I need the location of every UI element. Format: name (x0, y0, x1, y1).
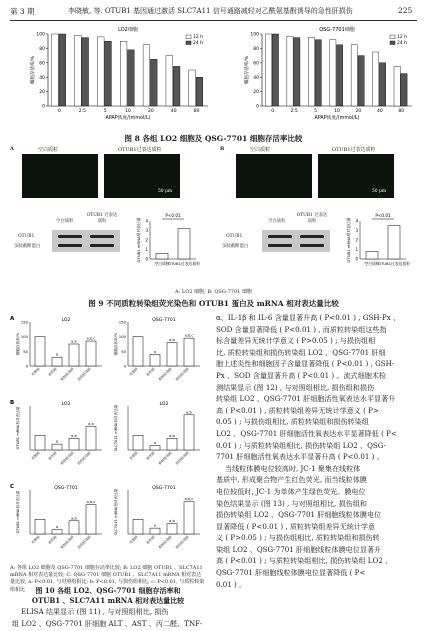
x-tick-label: 20 (147, 109, 154, 114)
bar (388, 226, 400, 259)
legend-swatch (186, 35, 191, 39)
significance-mark: a (55, 439, 59, 444)
x-tick-label: 80 (398, 109, 405, 114)
right-text-line: LO2 、QSG-7701 肝细胞活性氧表达水平显著降低 ( P< (216, 428, 397, 438)
bar (167, 438, 177, 450)
right-text-line: α、IL-1β 和 IL-6 含量显著升高 ( P<0.01 ) , GSH-Px 、 (216, 313, 401, 322)
right-text-line: QSG-7701 肝细胞线粒体膜电位显著降低 ( P< (216, 568, 366, 578)
blot-b-empty-label: 空白质粒 (268, 219, 286, 224)
blot-b-result: 多肽截断蛋白 (222, 244, 249, 249)
y-axis-label: 细胞存活率/% (114, 332, 118, 356)
x-tick-label: 质粒转染组 (157, 366, 173, 382)
significance-mark: a,b (169, 519, 175, 524)
y-tick-label: 4 (145, 218, 148, 224)
bar (52, 357, 62, 366)
x-tick-label: 损伤组 (47, 366, 58, 377)
bar (86, 505, 96, 534)
figure-9-bar-charts (0, 205, 427, 290)
right-text-line: 测结果显示 (图 12) , 与对照组相比, 损伤组和损伤 (216, 382, 375, 392)
bar (133, 337, 143, 366)
bar (86, 427, 96, 450)
significance-mark: a,b (186, 410, 192, 415)
figure-9-sublabel: A: LO2 细胞; B: QSG-7701 细胞 (175, 289, 252, 295)
micrograph-b-empty (236, 154, 312, 198)
x-tick-label: 2.5 (290, 109, 298, 114)
bar (184, 502, 194, 534)
x-tick-label: 损伤转染组 (76, 534, 92, 550)
legend-label: 24 h (397, 41, 408, 47)
y-tick-label: 60 (253, 61, 259, 67)
figure-10-charts (0, 312, 210, 564)
x-axis-label: APAP浓度/(mmol/L) (314, 116, 360, 121)
right-text-line: 胞上述炎性和细胞因子含量显著降低 ( P<0.01 ) , GSH- (216, 359, 395, 369)
panel-title: QSG-7701细胞 (319, 27, 355, 33)
x-tick-label: 空白质粒 (154, 261, 170, 266)
bar (394, 66, 400, 106)
significance-mark: a,b (71, 433, 77, 438)
y-tick-label: 60 (39, 61, 45, 67)
x-tick-label: 5 (103, 109, 107, 114)
blot-b-protein: OTUB1 (226, 234, 243, 239)
bar (128, 50, 135, 106)
x-tick-label: OTUB1过表达质粒 (377, 261, 411, 266)
b-over-label: OTUB1过表达质粒 (332, 147, 376, 153)
legend-label: 24 h (193, 41, 204, 47)
x-tick-label: 5 (314, 109, 318, 114)
x-tick-label: 对照组 (128, 366, 139, 377)
y-tick-label: 0 (145, 256, 148, 262)
significance-mark: a,b (169, 433, 175, 438)
x-tick-label: 40 (376, 109, 383, 114)
bar (105, 41, 112, 106)
b-empty-label: 空白质粒 (250, 147, 271, 153)
blot-a-empty-label: 空白质粒 (56, 219, 74, 224)
figure-9-caption: 图 9 不同质粒转染组荧光染色和 OTUB1 蛋白及 mRNA 相对表达量比较 (88, 299, 339, 308)
x-tick-label: 质粒转染组 (59, 450, 75, 466)
bar (150, 446, 160, 450)
header-rule (10, 20, 417, 21)
right-text-line: 义 ( P>0.05 ) ; 与损伤组相比, 质粒转染组和损伤转 (216, 533, 380, 543)
y-axis-label: 细胞存活率/% (245, 55, 250, 85)
bar (173, 66, 180, 106)
panel-b-label: B (220, 146, 225, 152)
bar (120, 41, 127, 106)
chart-title: LO2 (61, 318, 71, 323)
issue-number: 第 3 期 (10, 7, 35, 16)
right-text-line: 比, 质粒转染组和损伤转染组 LO2 、QSG-7701 肝细 (216, 347, 386, 357)
right-text-line: 染色结果显示 (图 13) , 与对照组相比, 损伤组和 (216, 498, 367, 508)
bar (167, 524, 177, 534)
bar (196, 77, 203, 106)
x-tick-label: 空白质粒 (364, 261, 380, 266)
bar (373, 52, 379, 106)
x-tick-label: 损伤转染组 (76, 450, 92, 466)
significance-mark: a,b,c (86, 336, 96, 341)
right-text-line: 标含量差异无统计学意义 ( P>0.05 ) ; 与损伤组相 (216, 336, 376, 346)
significance-mark: a,b (71, 516, 77, 521)
bar (35, 519, 45, 534)
right-text-line: 0.01 ) ; 与质粒转染组相比, 损伤转染组 LO2 、QSG- (216, 440, 386, 450)
x-tick-label: 对照组 (128, 450, 139, 461)
figure-10-note: A: 各组 LO2 细胞及 QSG-7701 细胞存活率比较; B: LO2 细胞 OTUB1 、SLC7A11 mRNA 相对表达量比较; C: QSG-7701 细胞 OTUB1 、SLC7A11 mRNA 相对表达量比较; a: P<0.01, 与对照组相比; b: P<0.01, 与损伤组相比; c: P<0.01, 与质粒转染组相比 (10, 565, 205, 593)
x-tick-label: 损伤组 (47, 534, 58, 545)
y-axis-label: SLC7A11 mRNA相对表达量 (114, 404, 118, 452)
y-axis-label: OTUB1 mRNA相对表达量 (136, 217, 141, 263)
significance-mark: a (153, 523, 157, 528)
y-tick-label: 100 (20, 334, 28, 340)
chart-title: QSG-7701 (152, 486, 176, 491)
blot-b-over-label: OTUB1 过表达质粒 (296, 213, 328, 224)
right-text-line: 7701 肝细胞活性氧表达水平显著升高 ( P<0.01 ) 。 (216, 452, 384, 462)
chart-title: QSG-7701 (54, 486, 78, 491)
left-text-line: ELISA 结果显示 (图 11) , 与对照组相比, 损伤 (12, 607, 169, 616)
y-axis-label: SLC7A11 mRNA相对表达量 (114, 488, 118, 536)
bar (97, 37, 104, 106)
bar (156, 253, 168, 259)
bar (379, 63, 385, 106)
bar (337, 45, 343, 106)
bar (287, 36, 293, 106)
bar (315, 40, 321, 106)
legend-label: 12 h (193, 35, 204, 41)
bar (69, 438, 79, 450)
significance-mark: a,b,c (86, 500, 96, 505)
x-tick-label: 损伤转染组 (76, 366, 92, 382)
y-tick-label: 1 (355, 247, 358, 252)
row-label: B (10, 400, 15, 406)
panel-a-label: A (10, 146, 14, 152)
x-tick-label: 80 (193, 109, 200, 114)
right-text-line: 高 ( P<0.01 ) , 质粒转染组差异无统计学意义 ( P> (216, 405, 379, 415)
bar (75, 35, 82, 106)
right-text-line: 0.01 ) 。 (216, 579, 247, 589)
y-axis-label: OTUB1 mRNA相对表达量 (16, 406, 20, 450)
bar (184, 415, 194, 450)
bar (294, 38, 300, 106)
y-tick-label: 100 (36, 32, 45, 38)
bar (366, 251, 378, 259)
x-tick-label: 对照组 (30, 534, 41, 545)
significance-mark: a,b,c (184, 497, 194, 502)
bar (167, 343, 177, 366)
y-tick-label: 40 (253, 75, 259, 81)
significance-mark: a (55, 525, 59, 530)
significance-mark: a,b (169, 338, 175, 343)
x-tick-label: 10 (334, 109, 340, 114)
bar (308, 38, 314, 106)
p-value-label: P<0.01 (165, 213, 181, 218)
chart-title: QSG-7701 (152, 318, 176, 323)
blot-a-protein: OTUB1 (18, 234, 35, 239)
legend-label: 12 h (397, 35, 408, 41)
running-title: 李晓敏, 等. OTUB1 基因通过激活 SLC7A11 信号通路减轻对乙酰氨基酚诱导的急性肝损伤 (68, 7, 353, 15)
y-axis-label: OTUB1 mRNA相对表达量 (16, 490, 20, 534)
chart-title: LO2 (159, 402, 169, 407)
x-tick-label: 质粒转染组 (59, 534, 75, 550)
micrograph-a-empty (22, 154, 98, 198)
figure-10-caption-line1: 图 10 各组 LO2、QSG-7701 细胞存活率和 (35, 586, 181, 595)
y-tick-label: 150 (118, 319, 126, 325)
y-tick-label: 100 (118, 334, 126, 340)
bar (86, 341, 96, 366)
right-text-line: 转染组 LO2 、QSG-7701 肝细胞活性氧表达水平显著升 (216, 394, 396, 404)
chart-title: LO2 (61, 402, 71, 407)
x-tick-label: 2.5 (78, 109, 86, 114)
bar (150, 528, 160, 534)
body-text-left (12, 606, 208, 629)
row-label: A (10, 316, 15, 322)
significance-mark: a (153, 441, 157, 446)
right-text-line: 高 ( P<0.01 ) ; 与质粒转染组相比, 损伤转染组 LO2 、 (216, 556, 393, 566)
right-text-line: 0.05 ) ; 与损伤组相比, 质粒转染组和损伤转染组 (216, 417, 369, 427)
significance-mark: a (55, 352, 59, 357)
x-axis-label: APAP浓度/(mmol/L) (105, 116, 151, 121)
right-text-line: 电位较低时, JC-1 为单体产生绿色荧光。膜电位 (216, 486, 366, 496)
y-tick-label: 2 (145, 237, 148, 243)
y-tick-label: 2 (355, 237, 358, 243)
y-axis-label: 细胞存活率/% (16, 332, 20, 356)
blot-a-over-label: OTUB1 过表达质粒 (86, 213, 118, 224)
body-text-right (216, 312, 418, 590)
x-tick-label: 损伤转染组 (174, 534, 190, 550)
y-tick-label: 80 (253, 47, 259, 52)
x-tick-label: 0 (271, 109, 275, 114)
bar (52, 34, 59, 106)
y-tick-label: 20 (253, 90, 259, 96)
scale-bar-b: 50 μm (372, 189, 386, 194)
bar (184, 338, 194, 366)
figure-10-caption-line2: OTUB1 、SLC7A11 mRNA 相对表达量比较 (31, 596, 185, 605)
x-tick-label: OTUB1过表达质粒 (167, 261, 201, 266)
right-text-line: SOD 含量显著降低 ( P<0.01 ) , 而质粒转染组这些指 (216, 324, 387, 334)
bar (358, 56, 364, 106)
x-tick-label: 40 (170, 109, 177, 114)
bar (178, 229, 190, 259)
bar (166, 56, 173, 106)
x-tick-label: 损伤组 (145, 366, 156, 377)
bar (330, 40, 336, 106)
bar (189, 70, 196, 106)
y-tick-label: 100 (250, 32, 259, 38)
figure-8-caption: 图 8 各组 LO2 细胞及 QSG-7701 细胞存活率比较 (124, 134, 303, 143)
scale-bar-a: 50 μm (158, 189, 172, 194)
x-tick-label: 损伤组 (145, 534, 156, 545)
y-tick-label: 40 (39, 75, 45, 81)
right-text-line: 损伤转染组 LO2 、QSG-7701 肝细胞线粒体膜电位 (216, 510, 382, 520)
bar (133, 519, 143, 534)
bar (150, 354, 160, 366)
y-axis-label: 细胞存活率/% (31, 55, 36, 85)
bar (52, 444, 62, 450)
x-tick-label: 对照组 (30, 450, 41, 461)
page-number: 225 (398, 6, 413, 15)
bar (69, 344, 79, 366)
legend-swatch (390, 41, 395, 45)
y-tick-label: 3 (145, 228, 148, 233)
bar (351, 45, 357, 106)
significance-mark: a,b (71, 339, 77, 344)
x-tick-label: 0 (57, 109, 61, 114)
y-tick-label: 50 (23, 348, 28, 354)
y-tick-label: 0 (256, 104, 259, 110)
legend-swatch (186, 41, 191, 45)
figure-8-charts (0, 24, 427, 132)
x-tick-label: 质粒转染组 (59, 366, 75, 382)
bar (52, 530, 62, 534)
right-text-line: 基质中, 形成聚合物产生红色荧光, 而当线粒体膜 (216, 475, 367, 485)
bar (143, 45, 150, 106)
x-tick-label: 质粒转染组 (157, 450, 173, 466)
y-axis-label: OTUB1 mRNA相对表达量 (346, 217, 351, 263)
row-label: C (10, 484, 15, 490)
bar (69, 521, 79, 534)
y-tick-label: 0 (123, 363, 126, 369)
y-tick-label: 4 (355, 218, 358, 224)
bar (401, 74, 407, 106)
x-tick-label: 损伤组 (47, 450, 58, 461)
y-tick-label: 150 (20, 319, 28, 325)
bar (59, 34, 66, 106)
y-tick-label: 1 (145, 247, 148, 252)
bar (35, 337, 45, 366)
x-tick-label: 损伤转染组 (174, 450, 190, 466)
x-tick-label: 对照组 (30, 366, 41, 377)
y-tick-label: 0 (25, 363, 28, 369)
significance-mark: a,b,c (184, 333, 194, 338)
bar (265, 34, 271, 106)
y-tick-label: 0 (355, 256, 358, 262)
right-text-line: Px 、SOD 含量显著升高 ( P<0.01 ) 。流式细胞术检 (216, 370, 387, 380)
right-text-line: 当线粒体膜电位较高时, JC-1 聚集在线粒体 (216, 463, 361, 473)
y-tick-label: 50 (121, 348, 126, 354)
bar (272, 34, 278, 106)
y-tick-label: 20 (39, 90, 45, 96)
x-tick-label: 损伤转染组 (174, 366, 190, 382)
bar (35, 435, 45, 450)
significance-mark: a,b (88, 422, 94, 427)
bar (82, 38, 89, 106)
bar (150, 59, 157, 106)
x-tick-label: 对照组 (128, 534, 139, 545)
x-tick-label: 10 (125, 109, 131, 114)
blot-a-result: 多肽截断蛋白 (14, 244, 41, 249)
right-text-line: 染组 LO2 、QSG-7701 肝细胞线粒体膜电位显著升 (216, 544, 382, 554)
left-text-line: 组 LO2 、QSG-7701 肝细胞 ALT 、AST 、丙二醛、TNF- (12, 618, 203, 628)
a-over-label: OTUB1过表达质粒 (118, 147, 162, 153)
significance-mark: a (153, 349, 157, 354)
x-tick-label: 损伤组 (145, 450, 156, 461)
p-value-label: P<0.01 (375, 213, 391, 218)
y-tick-label: 3 (355, 228, 358, 233)
a-empty-label: 空白质粒 (38, 147, 59, 153)
y-tick-label: 0 (42, 104, 45, 110)
right-text-line: 显著降低 ( P<0.01 ) , 质粒转染组差异无统计学意 (216, 521, 376, 531)
legend-swatch (390, 35, 395, 39)
bar (133, 435, 143, 450)
y-tick-label: 80 (39, 47, 45, 52)
panel-title: LO2细胞 (118, 27, 138, 33)
x-tick-label: 20 (355, 109, 362, 114)
x-tick-label: 质粒转染组 (157, 534, 173, 550)
